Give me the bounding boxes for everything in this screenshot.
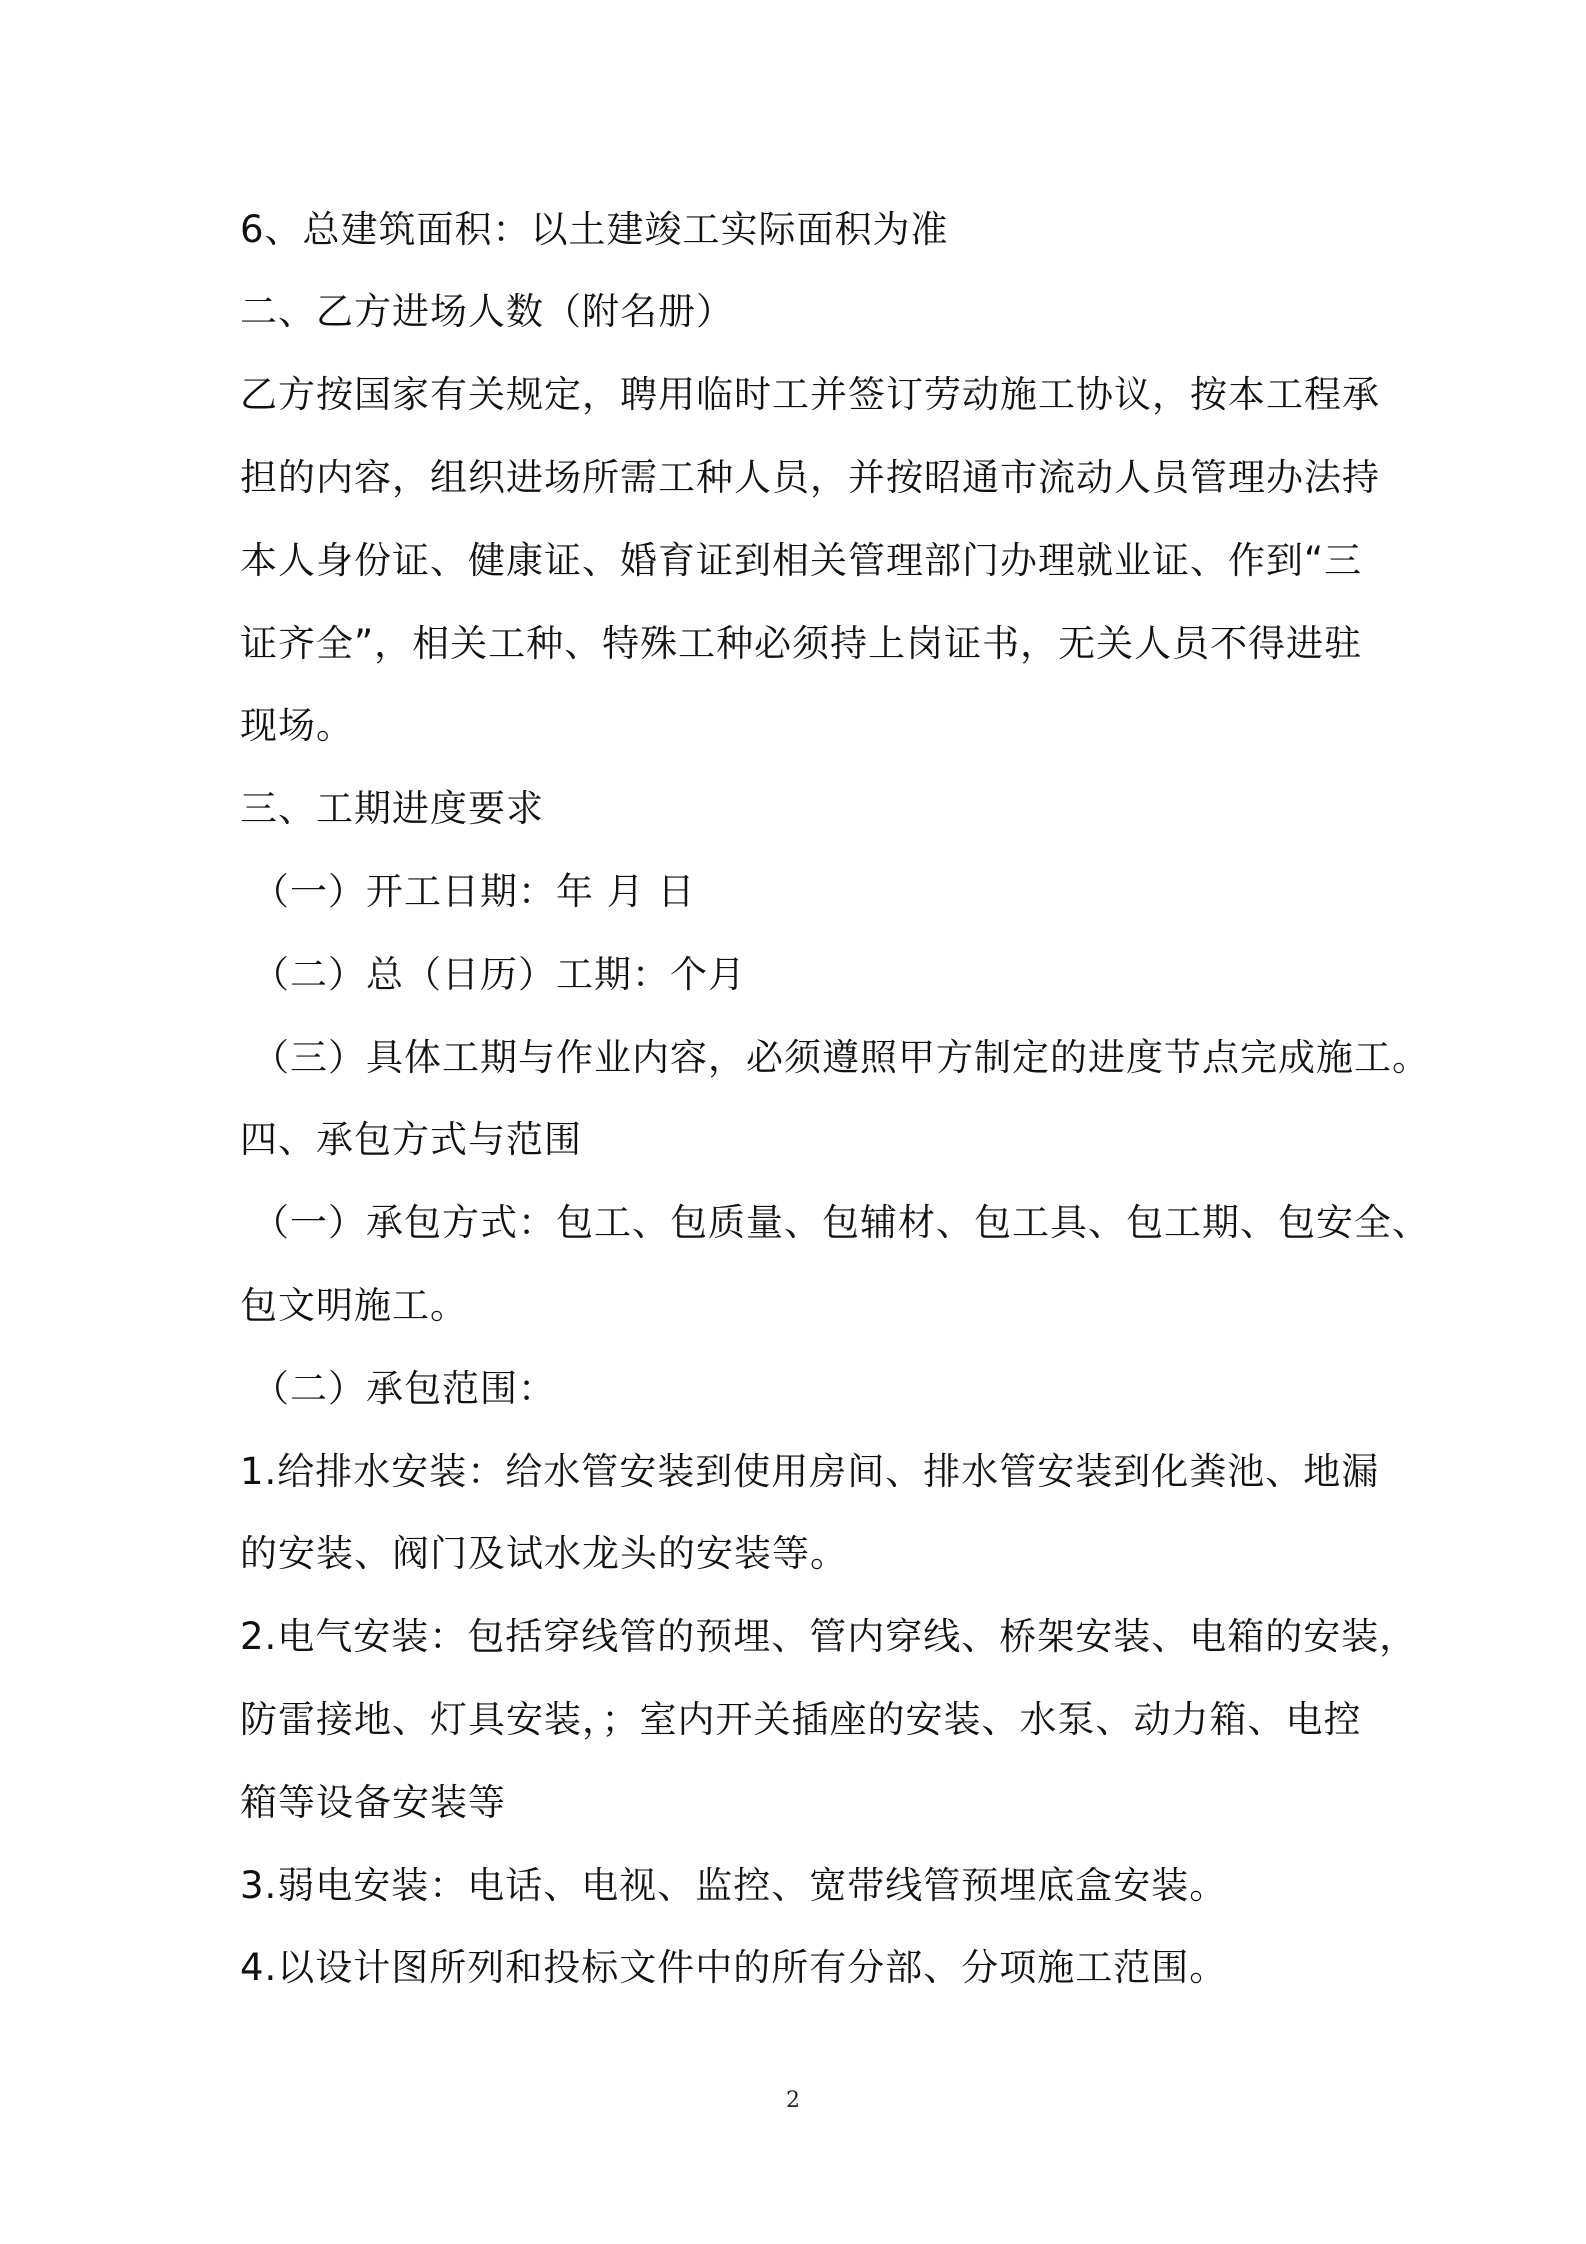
text-line: 乙方按国家有关规定，聘用临时工并签订劳动施工协议，按本工程承	[240, 373, 1380, 416]
text-line: （三）具体工期与作业内容，必须遵照甲方制定的进度节点完成施工。	[252, 1036, 1430, 1079]
list-item: 1.给排水安装：给水管安装到使用房间、排水管安装到化粪池、地漏	[240, 1450, 1380, 1493]
text-line: 防雷接地、灯具安装，；室内开关插座的安装、水泵、动力箱、电控	[240, 1698, 1362, 1741]
section-heading-schedule: 三、工期进度要求	[240, 787, 544, 830]
section-heading-personnel: 二、乙方进场人数（附名册）	[240, 290, 734, 333]
text-line: 证齐全”，相关工种、特殊工种必须持上岗证书，无关人员不得进驻	[240, 622, 1363, 665]
text-line-duration: （二）总（日历）工期：个月	[252, 953, 746, 996]
page-number: 2	[786, 2088, 800, 2113]
text-line: 包文明施工。	[240, 1284, 468, 1327]
list-item: 3.弱电安装：电话、电视、监控、宽带线管预埋底盒安装。	[240, 1864, 1228, 1907]
text-line: 的安装、阀门及试水龙头的安装等。	[240, 1532, 848, 1575]
list-item: 2.电气安装：包括穿线管的预埋、管内穿线、桥架安装、电箱的安装，	[240, 1615, 1418, 1658]
text-line: 现场。	[240, 704, 354, 747]
text-line-area: 6、总建筑面积：以土建竣工实际面积为准	[240, 208, 949, 251]
text-line: （一）承包方式：包工、包质量、包辅材、包工具、包工期、包安全、	[252, 1201, 1430, 1244]
section-heading-contract-scope: 四、承包方式与范围	[240, 1118, 582, 1161]
text-line: 担的内容，组织进场所需工种人员，并按昭通市流动人员管理办法持	[240, 456, 1380, 499]
text-line: 箱等设备安装等	[240, 1781, 506, 1824]
text-line: （二）承包范围：	[252, 1367, 556, 1410]
text-line: 本人身份证、健康证、婚育证到相关管理部门办理就业证、作到“三	[240, 539, 1363, 582]
list-item: 4.以设计图所列和投标文件中的所有分部、分项施工范围。	[240, 1946, 1228, 1989]
text-line-start-date: （一）开工日期：年 月 日	[252, 870, 696, 913]
